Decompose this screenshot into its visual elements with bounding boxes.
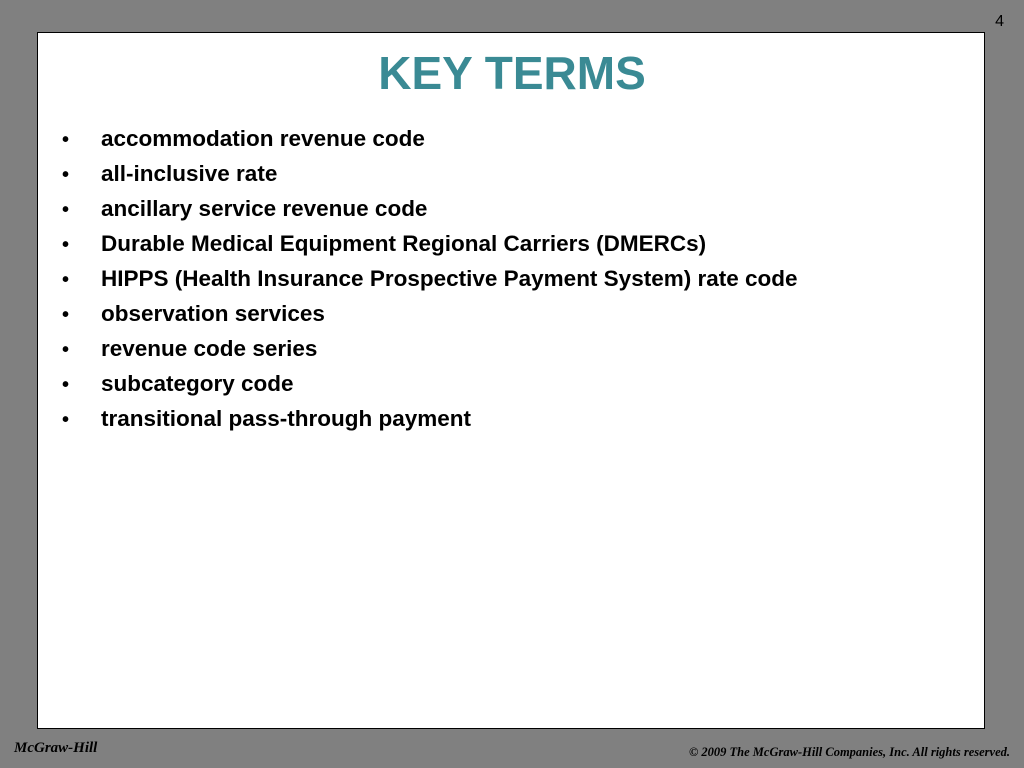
page-title: KEY TERMS [378,47,646,99]
bullet-icon: • [62,234,70,256]
term-text: all-inclusive rate [101,161,278,186]
term-text: Durable Medical Equipment Regional Carriers (DMERCs) [101,231,707,256]
term-text: subcategory code [101,371,294,396]
term-text: accommodation revenue code [101,126,425,151]
list-item [62,161,798,196]
list-item [62,231,798,266]
publisher-brand: McGraw-Hill [14,740,98,756]
list-item [62,336,798,371]
bullet-icon: • [62,409,70,431]
bullet-icon: • [62,374,70,396]
list-item [62,126,798,161]
bullet-icon: • [62,304,70,326]
list-item [62,371,798,406]
list-item [62,266,798,301]
term-text: revenue code series [101,336,318,361]
bullet-icon: • [62,269,70,291]
list-item [62,196,798,231]
key-terms-list [62,126,798,441]
bullet-icon: • [62,199,70,221]
term-text: transitional pass-through payment [101,406,472,431]
term-text: HIPPS (Health Insurance Prospective Payment System) rate code [101,266,798,291]
bullet-icon: • [62,339,70,361]
list-item [62,406,798,441]
bullet-icon: • [62,164,70,186]
term-text: ancillary service revenue code [101,196,428,221]
copyright-notice: © 2009 The McGraw-Hill Companies, Inc. All rights reserved. [688,745,1010,759]
list-item [62,301,798,336]
bullet-icon: • [62,129,70,151]
slide-number: 4 [995,13,1004,30]
term-text: observation services [101,301,325,326]
